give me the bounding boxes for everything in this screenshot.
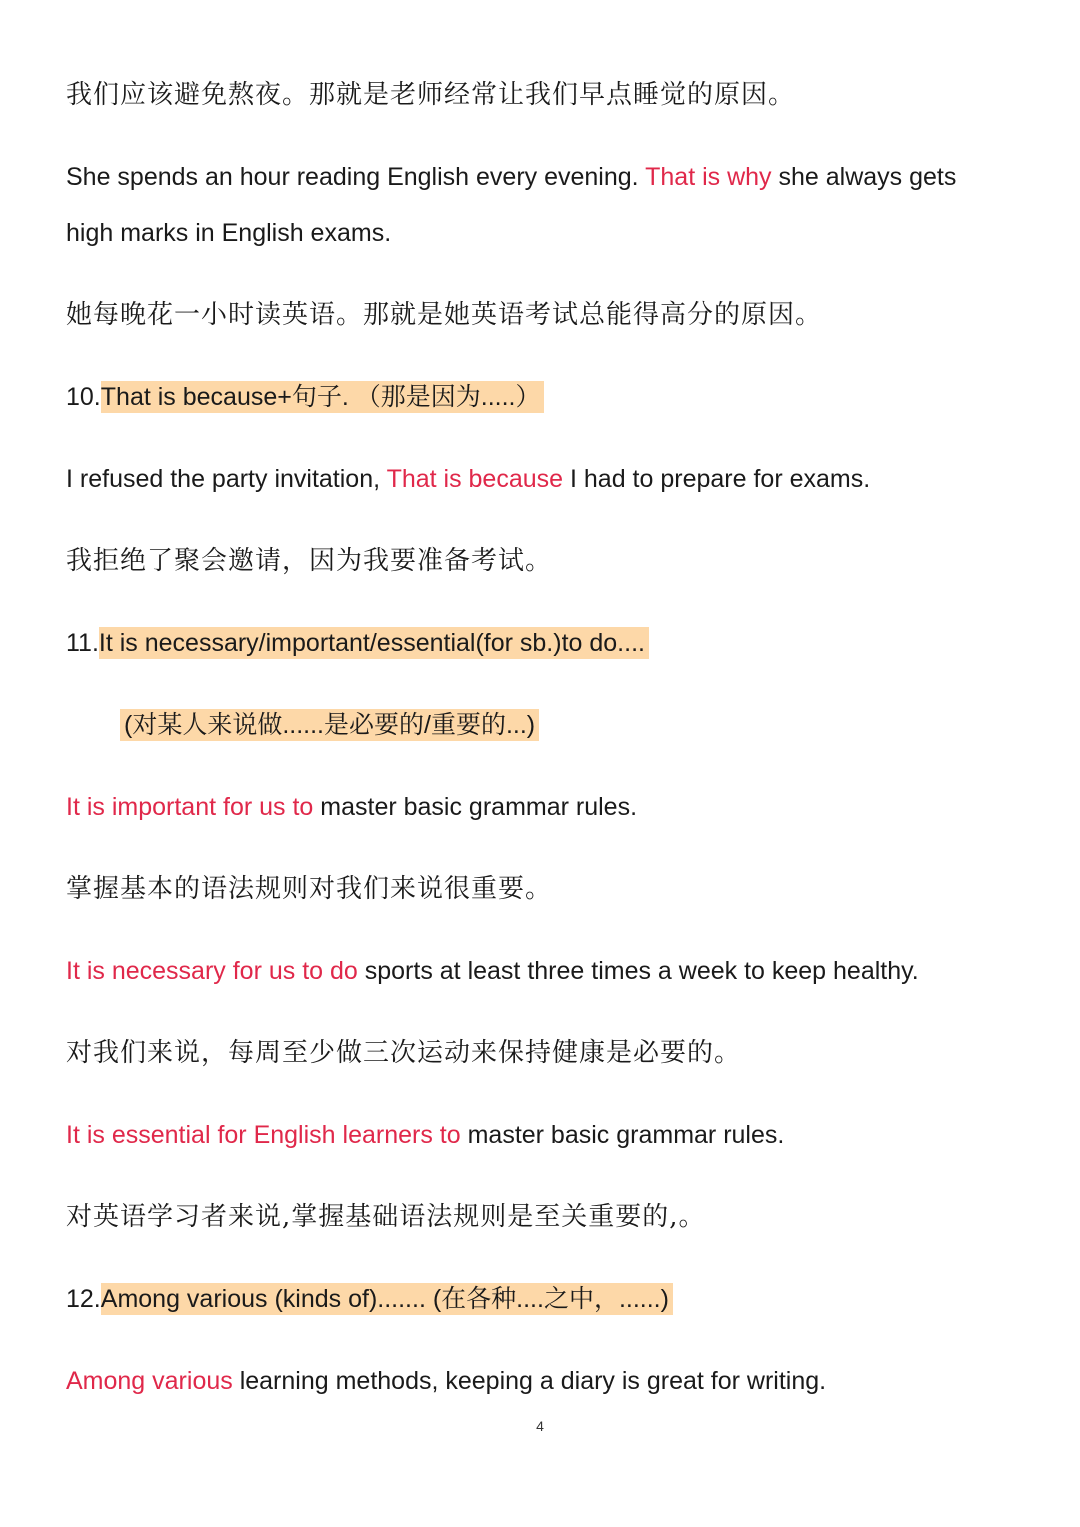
line-15: 对英语学习者来说,掌握基础语法规则是至关重要的,。 (66, 1202, 706, 1232)
line-2 (66, 160, 1020, 194)
heading-12 (66, 1282, 1020, 1316)
key-phrase: It is essential for English learners to (66, 1121, 461, 1149)
line-11: 掌握基本的语法规则对我们来说很重要。 (66, 874, 553, 904)
sentence-text: I refused the party invitation, (66, 465, 387, 493)
heading-highlight: Among various (kinds of)....... (在各种....之中，......) (101, 1283, 673, 1315)
page-number: 4 (536, 1418, 544, 1434)
line-6 (66, 462, 1020, 496)
heading-number: 10. (66, 383, 101, 411)
sentence-text: master basic grammar rules. (460, 1121, 785, 1149)
key-phrase: That is because (386, 465, 564, 493)
line-1: 我们应该避免熬夜。那就是老师经常让我们早点睡觉的原因。 (66, 80, 796, 110)
sentence-text: She spends an hour reading English every evening. (66, 163, 646, 191)
key-phrase: It is necessary for us to do (66, 957, 358, 985)
heading-11-subtitle (120, 708, 1020, 742)
sentence-text: sports at least three times a week to keep healthy. (357, 957, 919, 985)
heading-highlight: (对某人来说做......是必要的/重要的...) (120, 709, 539, 741)
key-phrase: That is why (645, 163, 772, 191)
heading-11 (66, 626, 1020, 660)
heading-number: 11. (66, 629, 99, 657)
sentence-text: I had to prepare for exams. (563, 465, 871, 493)
key-phrase: Among various (66, 1367, 233, 1395)
line-7: 我拒绝了聚会邀请，因为我要准备考试。 (66, 546, 553, 576)
heading-number: 12. (66, 1285, 101, 1313)
heading-highlight: That is because+句子. （那是因为.....） (101, 381, 545, 413)
line-17 (66, 1364, 1020, 1398)
key-phrase: It is important for us to (66, 793, 314, 821)
heading-highlight: It is necessary/important/essential(for sb.)to do.... (99, 627, 649, 659)
sentence-text: learning methods, keeping a diary is great for writing. (232, 1367, 827, 1395)
line-13: 对我们来说，每周至少做三次运动来保持健康是必要的。 (66, 1038, 742, 1068)
heading-10 (66, 380, 1020, 414)
line-4: 她每晚花一小时读英语。那就是她英语考试总能得高分的原因。 (66, 300, 823, 330)
line-14 (66, 1118, 1020, 1152)
sentence-text: she always gets (771, 163, 957, 191)
line-12 (66, 954, 1020, 988)
line-3: high marks in English exams. (66, 219, 392, 247)
sentence-text: master basic grammar rules. (313, 793, 638, 821)
line-10 (66, 790, 1020, 824)
